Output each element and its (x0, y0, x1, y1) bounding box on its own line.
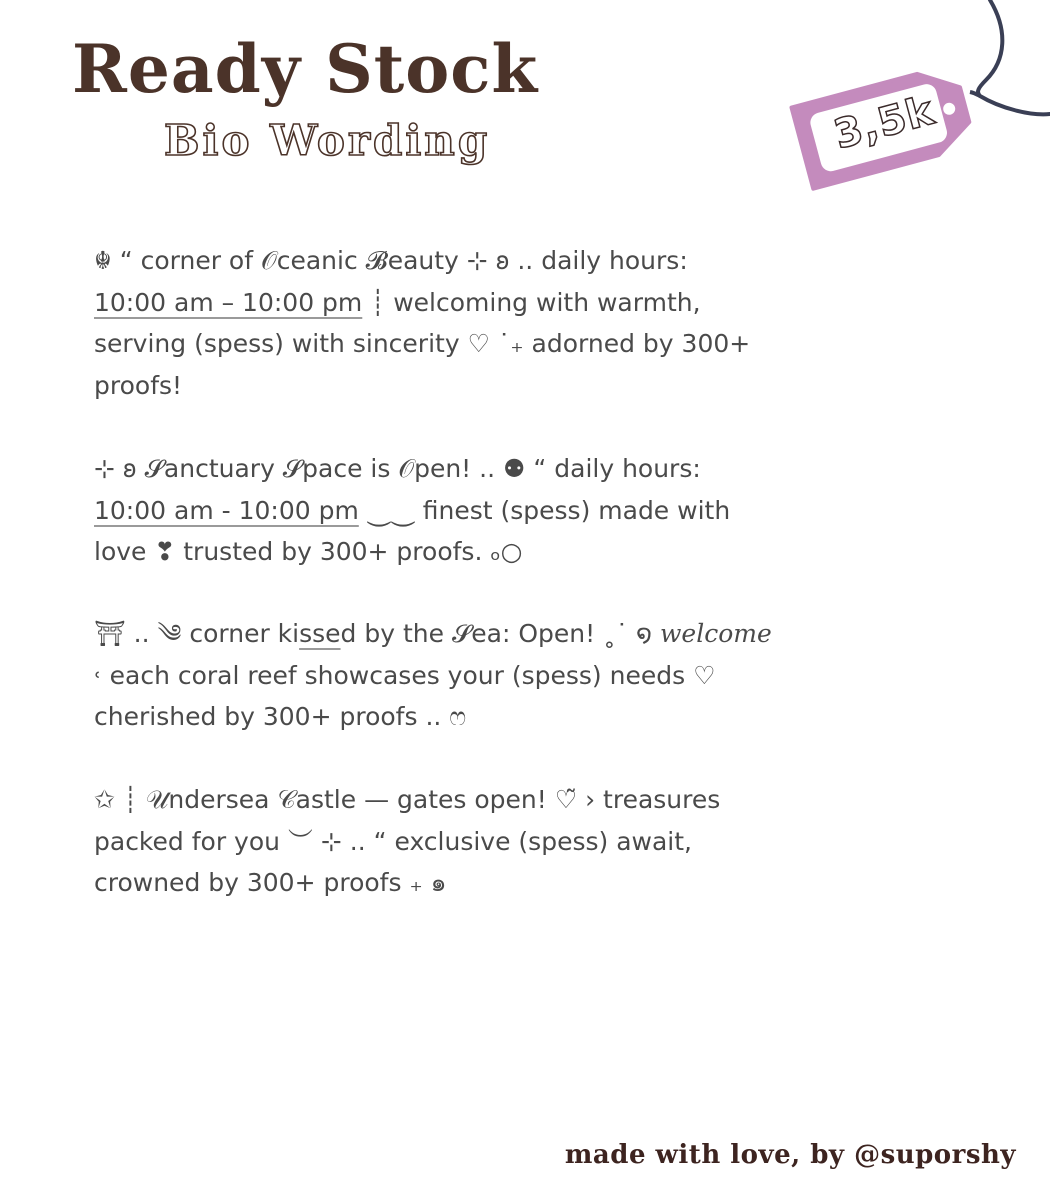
bio-wording-kissed-by-sea (94, 613, 794, 738)
bio-line: ☬ “ corner of 𝒪ceanic 𝓑eauty ⊹ 𐐪 .. daily hours: (94, 246, 688, 275)
page-title: Ready Stock (72, 30, 539, 108)
bio-line: ⊹ 𐐪 𝓢anctuary 𝓢pace is 𝒪pen! .. ⚉ “ daily hours: (94, 454, 701, 483)
bio-wording-sanctuary-space (94, 448, 794, 573)
bio-line: ✩ ┊ 𝒰ndersea 𝒞astle — gates open! ♡̃ › treasures (94, 785, 721, 814)
bio-line: d by the 𝓢ea: Open! ˳˙ ໑ (340, 619, 661, 648)
bio-line: cherished by 300+ proofs .. ෆ (94, 702, 467, 731)
bio-line: ┊ welcoming with warmth, (362, 287, 701, 317)
bio-line: proofs! (94, 370, 183, 400)
welcome-text: welcome (660, 619, 772, 648)
daily-hours: 10:00 am - 10:00 pm (94, 495, 359, 525)
page-subtitle: Bio Wording (164, 116, 491, 165)
bio-line: crowned by 300+ proofs ₊ ๑ (94, 868, 447, 897)
bio-line: ˓ each coral reef showcases your (spess) needs ♡ (94, 660, 716, 690)
bio-line: love ❣ trusted by 300+ proofs. ₒ○ (94, 537, 523, 566)
daily-hours: 10:00 am – 10:00 pm (94, 287, 363, 317)
price-label: 3,5k (829, 87, 940, 159)
bio-line: ⛩ .. ༄ corner ki (94, 619, 300, 648)
underlined-text: sse (299, 619, 341, 648)
bio-line: packed for you ︶ ⊹ .. “ exclusive (spess) await, (94, 826, 692, 856)
bio-line: ⏝⏝ finest (spess) made with (358, 495, 731, 525)
bio-wording-oceanic-beauty (94, 240, 794, 406)
bio-wording-undersea-castle (94, 779, 794, 904)
footer-credit: made with love, by @suporshy (564, 1140, 1016, 1170)
bio-line: serving (spess) with sincerity ♡ ˙₊ adorned by 300+ (94, 329, 751, 358)
